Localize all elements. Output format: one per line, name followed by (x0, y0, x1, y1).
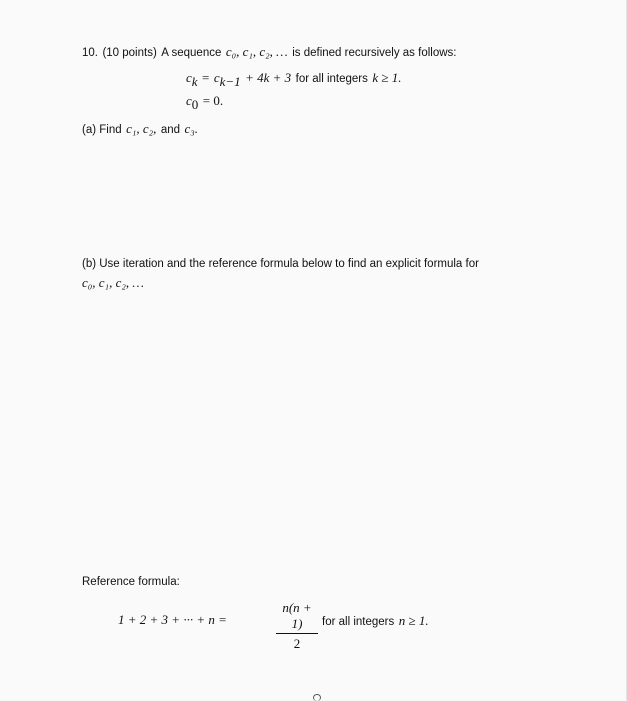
reference-heading: Reference formula: (82, 576, 180, 588)
part-a: (a) Find c₁, c₂, and c₃. (82, 121, 199, 136)
formula-denominator: 2 (293, 636, 301, 651)
reference-formula (118, 600, 538, 651)
question-header (82, 43, 456, 61)
initial-condition: $c_0 = 0$. (186, 93, 224, 113)
formula-fraction (276, 600, 318, 652)
part-a-label: (a) Find (82, 124, 122, 136)
part-b-text: (b) Use iteration and the reference formula below to find an explicit formula for (82, 258, 479, 270)
fraction-bar (276, 633, 318, 634)
formula-numerator: n(n + 1) (282, 600, 312, 631)
part-b-sequence: c₀, c₁, c₂, … (82, 275, 144, 290)
formula-condition: for all integers n ≥ 1. (322, 613, 429, 628)
question-points: (10 points) (102, 47, 157, 59)
question-number: 10. (82, 47, 98, 59)
recurrence-equation: $c_k = c_{k-1} + 4k + 3$ for all integers k ≥ 1. (186, 70, 402, 90)
question-intro: A sequence (161, 47, 222, 59)
formula-lhs: 1 + 2 + 3 + ··· + n = (118, 612, 227, 627)
sequence-terms: c₀, c₁, c₂, … (225, 44, 288, 59)
question-intro-tail: is defined recursively as follows: (292, 47, 457, 59)
